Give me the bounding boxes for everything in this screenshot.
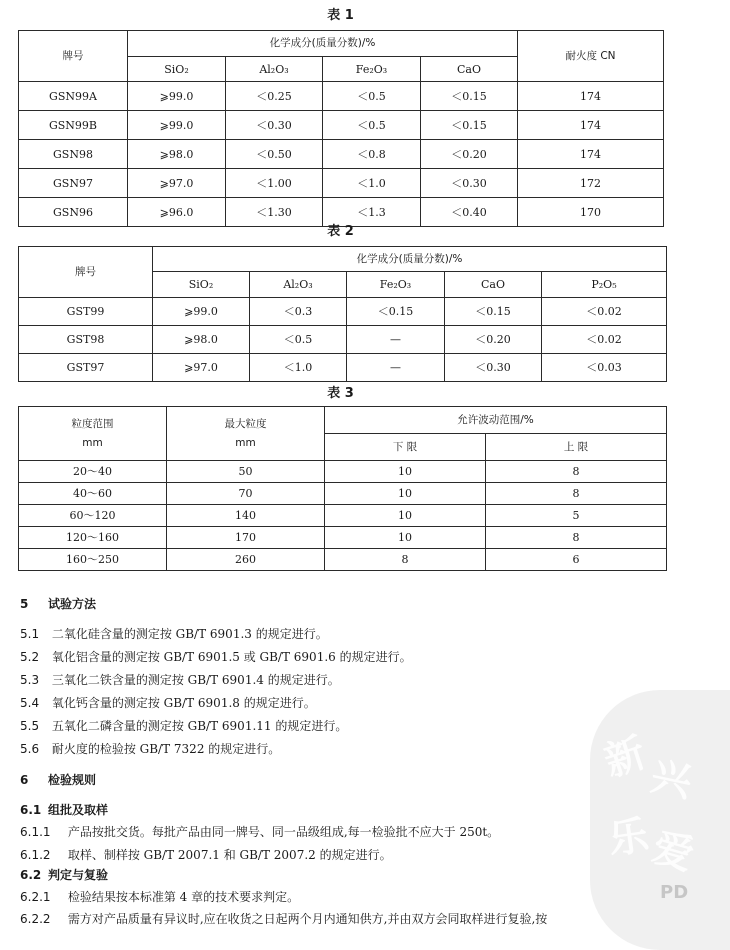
clause-5-3 — [20, 673, 670, 688]
clause-5-5 — [20, 719, 670, 734]
table-cell: ⩾99.0 — [128, 111, 226, 140]
table-cell: 5 — [486, 505, 667, 527]
clause-text: 五氧化二磷含量的测定按 GB/T 6901.11 的规定进行。 — [51, 719, 348, 733]
table-cell: ⩾99.0 — [128, 82, 226, 111]
clause-6-1-1 — [20, 825, 670, 840]
table-row — [19, 483, 667, 505]
table1-brand-header: 牌号 — [19, 31, 128, 82]
table-row — [19, 461, 667, 483]
clause-number: 5.4 — [20, 696, 40, 710]
table-cell: 160～250 — [19, 549, 167, 571]
table-cell: 60～120 — [19, 505, 167, 527]
clause-number: 5.2 — [20, 650, 40, 664]
clause-number: 5.3 — [20, 673, 40, 687]
table-cell: 120～160 — [19, 527, 167, 549]
clause-6-2-2 — [20, 912, 670, 927]
clause-6-2-1 — [20, 890, 670, 905]
clause-text: 需方对产品质量有异议时,应在收货之日起两个月内通知供方,并由双方会同取样进行复验,按 — [67, 912, 548, 926]
table2-col-fe2o3: Fe₂O₃ — [347, 272, 445, 298]
table1-col-fe2o3: Fe₂O₃ — [323, 57, 421, 82]
clause-number: 5.1 — [20, 627, 40, 641]
table1-refractoriness-header: 耐火度 CN — [518, 31, 664, 82]
table-cell: 174 — [518, 82, 664, 111]
table-cell: GST98 — [19, 326, 153, 354]
table-cell: 70 — [167, 483, 325, 505]
table-cell: GSN99A — [19, 82, 128, 111]
table3-upper-header: 上 限 — [486, 434, 667, 461]
table-row — [19, 169, 664, 198]
table-cell: 50 — [167, 461, 325, 483]
table-row — [19, 326, 667, 354]
table-cell: 10 — [325, 505, 486, 527]
watermark-char: 兴 — [646, 752, 696, 807]
clause-text: 耐火度的检验按 GB/T 7322 的规定进行。 — [51, 742, 281, 756]
table1-col-al2o3: Al₂O₃ — [226, 57, 323, 82]
watermark-seal — [590, 690, 730, 950]
table-cell: 10 — [325, 527, 486, 549]
table-cell: 140 — [167, 505, 325, 527]
table3-range-label: 粒度范围 — [71, 417, 114, 430]
watermark-char: 新 — [598, 728, 652, 786]
clause-text: 二氧化硅含量的测定按 GB/T 6901.3 的规定进行。 — [51, 627, 328, 641]
table2-col-p2o5: P₂O₅ — [542, 272, 667, 298]
clause-text: 氧化钙含量的测定按 GB/T 6901.8 的规定进行。 — [51, 696, 316, 710]
table-cell: 260 — [167, 549, 325, 571]
section-6-heading — [20, 773, 670, 788]
table-cell: GSN97 — [19, 169, 128, 198]
table-cell: GST97 — [19, 354, 153, 382]
clause-text: 三氧化二铁含量的测定按 GB/T 6901.4 的规定进行。 — [51, 673, 340, 687]
section-5-heading — [20, 597, 670, 612]
table-cell: 172 — [518, 169, 664, 198]
clause-text: 产品按批交货。每批产品由同一牌号、同一品级组成,每一检验批不应大于 250t。 — [67, 825, 500, 839]
clause-6-1-2 — [20, 848, 670, 863]
section-number: 5 — [20, 597, 29, 611]
table-row — [19, 527, 667, 549]
clause-number: 6.1.1 — [20, 825, 51, 839]
table-cell: GSN99B — [19, 111, 128, 140]
table3-caption: 表 3 — [327, 386, 354, 401]
table-row — [19, 549, 667, 571]
table-cell: ＜0.8 — [323, 140, 421, 169]
table-cell: ⩾98.0 — [128, 140, 226, 169]
table-cell: ⩾97.0 — [128, 169, 226, 198]
table-cell: 170 — [167, 527, 325, 549]
table-cell: 174 — [518, 111, 664, 140]
table-cell: ＜1.3 — [323, 198, 421, 227]
table-cell: 20～40 — [19, 461, 167, 483]
table1-col-sio2: SiO₂ — [128, 57, 226, 82]
clause-text: 取样、制样按 GB/T 2007.1 和 GB/T 2007.2 的规定进行。 — [67, 848, 392, 862]
table-cell: ＜0.15 — [445, 298, 542, 326]
table-row — [19, 354, 667, 382]
section-number: 6 — [20, 773, 29, 787]
table-cell: 6 — [486, 549, 667, 571]
table-cell: ＜0.3 — [250, 298, 347, 326]
table-cell: ＜0.20 — [445, 326, 542, 354]
table-cell: ＜0.50 — [226, 140, 323, 169]
table-cell: ＜1.00 — [226, 169, 323, 198]
table-cell: ＜0.20 — [421, 140, 518, 169]
table-cell: ＜0.15 — [421, 82, 518, 111]
clause-5-4 — [20, 696, 670, 711]
table2-caption: 表 2 — [327, 224, 354, 239]
table-cell: ⩾98.0 — [153, 326, 250, 354]
table1-col-cao: CaO — [421, 57, 518, 82]
watermark-char: 爱 — [647, 823, 699, 880]
watermark-char: 乐 — [605, 811, 652, 864]
table-cell: ＜0.30 — [445, 354, 542, 382]
clause-number: 6.1.2 — [20, 848, 51, 862]
table-cell: ＜0.15 — [347, 298, 445, 326]
table3-range-header — [19, 407, 167, 461]
section-title: 判定与复验 — [48, 868, 109, 882]
table-cell: 10 — [325, 483, 486, 505]
table-row — [19, 111, 664, 140]
section-title: 检验规则 — [48, 773, 97, 787]
table-cell: ⩾96.0 — [128, 198, 226, 227]
section-number: 6.1 — [20, 803, 42, 817]
table1-caption: 表 1 — [327, 8, 354, 23]
table3-tolerance-header: 允许波动范围/% — [325, 407, 667, 434]
table3-lower-header: 下 限 — [325, 434, 486, 461]
clause-5-1 — [20, 627, 670, 642]
table-cell: 174 — [518, 140, 664, 169]
section-title: 试验方法 — [48, 597, 97, 611]
table-cell: — — [347, 354, 445, 382]
clause-5-6 — [20, 742, 670, 757]
table-cell: ＜0.02 — [542, 298, 667, 326]
clause-number: 5.6 — [20, 742, 40, 756]
table-cell: ⩾97.0 — [153, 354, 250, 382]
clause-5-2 — [20, 650, 670, 665]
table-cell: ＜0.40 — [421, 198, 518, 227]
table-cell: ＜0.5 — [323, 111, 421, 140]
table-cell: 40～60 — [19, 483, 167, 505]
table-cell: 10 — [325, 461, 486, 483]
table-cell: ＜0.03 — [542, 354, 667, 382]
section-number: 6.2 — [20, 868, 42, 882]
table2-composition-header: 化学成分(质量分数)/% — [153, 247, 667, 272]
table-cell: ＜1.0 — [250, 354, 347, 382]
table-cell: ＜1.30 — [226, 198, 323, 227]
table-cell: 8 — [486, 483, 667, 505]
table2 — [18, 246, 667, 382]
table-cell: GST99 — [19, 298, 153, 326]
section-title: 组批及取样 — [48, 803, 109, 817]
table-cell: ＜0.5 — [323, 82, 421, 111]
clause-number: 5.5 — [20, 719, 40, 733]
table2-brand-header: 牌号 — [19, 247, 153, 298]
table3-max-unit: mm — [235, 436, 256, 449]
table1-composition-header: 化学成分(质量分数)/% — [128, 31, 518, 57]
table-cell: 170 — [518, 198, 664, 227]
table-cell: 8 — [325, 549, 486, 571]
table-cell: 8 — [486, 527, 667, 549]
clause-number: 6.2.2 — [20, 912, 51, 926]
table-cell: GSN96 — [19, 198, 128, 227]
section-6-1-heading — [20, 803, 670, 818]
table-row — [19, 140, 664, 169]
clause-text: 检验结果按本标准第 4 章的技术要求判定。 — [67, 890, 300, 904]
table-cell: ＜0.5 — [250, 326, 347, 354]
table-cell: ⩾99.0 — [153, 298, 250, 326]
clause-text: 氧化铝含量的测定按 GB/T 6901.5 或 GB/T 6901.6 的规定进行。 — [51, 650, 412, 664]
table3-max-header — [167, 407, 325, 461]
table-cell: GSN98 — [19, 140, 128, 169]
table-cell: — — [347, 326, 445, 354]
table-cell: ＜1.0 — [323, 169, 421, 198]
table3-max-label: 最大粒度 — [224, 417, 267, 430]
section-6-2-heading — [20, 868, 670, 883]
table-row — [19, 298, 667, 326]
table-cell: ＜0.30 — [226, 111, 323, 140]
table-row — [19, 505, 667, 527]
table-row — [19, 198, 664, 227]
table-cell: ＜0.25 — [226, 82, 323, 111]
table1 — [18, 30, 664, 227]
table-cell: 8 — [486, 461, 667, 483]
table2-col-cao: CaO — [445, 272, 542, 298]
table-cell: ＜0.15 — [421, 111, 518, 140]
table2-col-al2o3: Al₂O₃ — [250, 272, 347, 298]
table-cell: ＜0.30 — [421, 169, 518, 198]
clause-number: 6.2.1 — [20, 890, 51, 904]
table-row — [19, 82, 664, 111]
table3 — [18, 406, 667, 571]
watermark-mark: PD — [660, 882, 689, 903]
table-cell: ＜0.02 — [542, 326, 667, 354]
table3-range-unit: mm — [82, 436, 103, 449]
table2-col-sio2: SiO₂ — [153, 272, 250, 298]
